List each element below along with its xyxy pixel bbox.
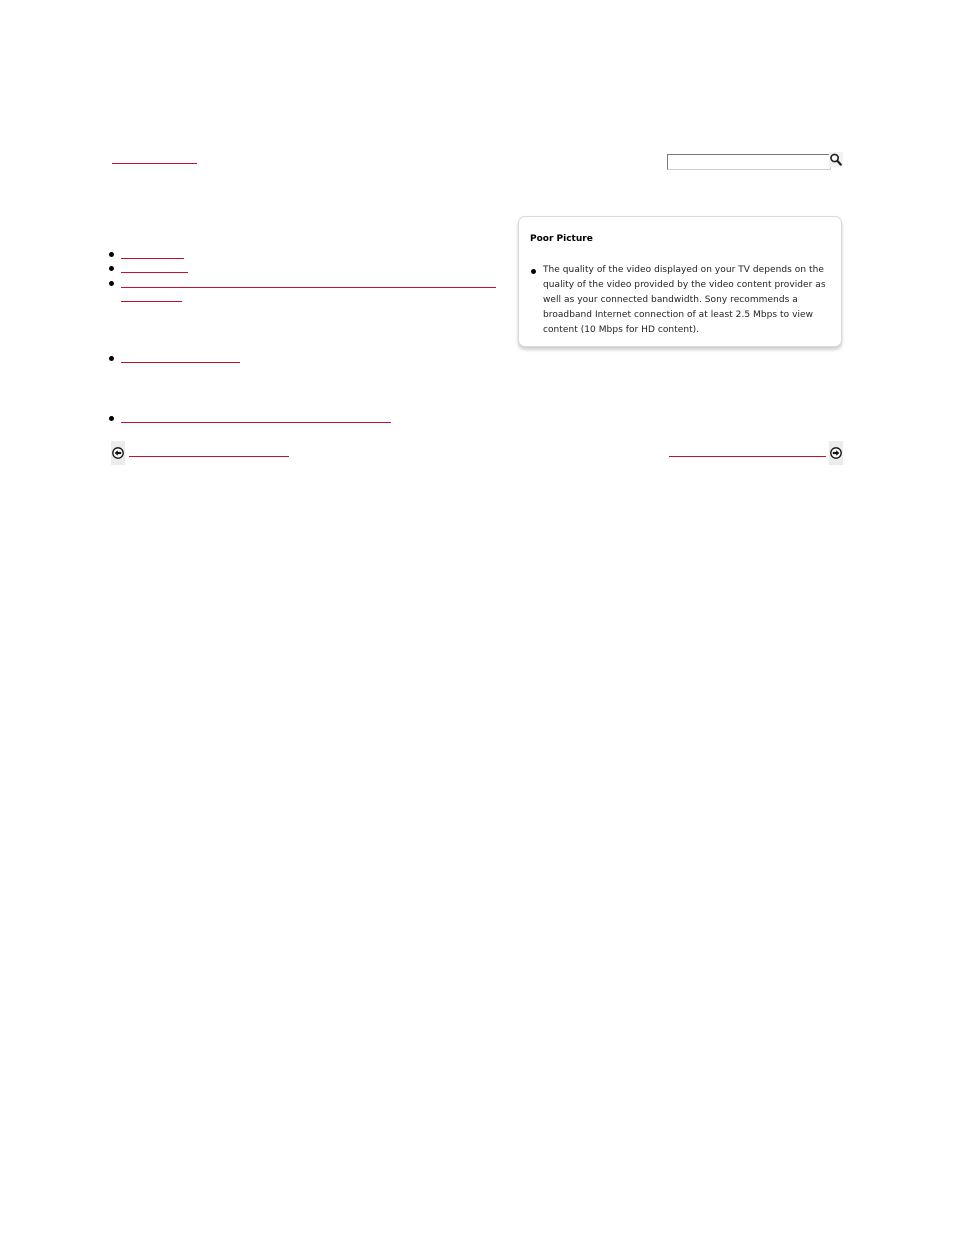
bullet xyxy=(109,252,114,257)
list-link-3-continuation[interactable] xyxy=(121,301,182,302)
list-link-3[interactable] xyxy=(121,287,496,288)
prev-page-link[interactable] xyxy=(129,456,289,457)
info-panel xyxy=(518,216,842,347)
list-link-5[interactable] xyxy=(121,422,391,423)
magnifier-icon xyxy=(829,152,843,167)
arrow-left-circle-icon xyxy=(112,447,124,459)
top-link[interactable] xyxy=(112,163,197,164)
search-input[interactable] xyxy=(667,154,831,170)
search-button[interactable] xyxy=(829,152,843,167)
bullet xyxy=(109,281,114,286)
prev-page-button[interactable] xyxy=(111,441,125,465)
bullet xyxy=(109,416,114,421)
panel-item-text: The quality of the video displayed on your TV depends on the quality of the video provided by the video content provider as well as your connected bandwidth. Sony recommends a broadband Internet connection of at least 2.5 Mbps to view content (10 Mbps for HD content). xyxy=(543,265,826,335)
list-link-2[interactable] xyxy=(121,272,188,273)
panel-title: Poor Picture xyxy=(530,234,593,244)
list-link-4[interactable] xyxy=(121,362,240,363)
bullet xyxy=(109,356,114,361)
next-page-button[interactable] xyxy=(829,441,843,465)
bullet xyxy=(531,269,536,274)
list-link-1[interactable] xyxy=(121,258,184,259)
arrow-right-circle-icon xyxy=(830,447,842,459)
bullet xyxy=(109,266,114,271)
next-page-link[interactable] xyxy=(669,456,826,457)
